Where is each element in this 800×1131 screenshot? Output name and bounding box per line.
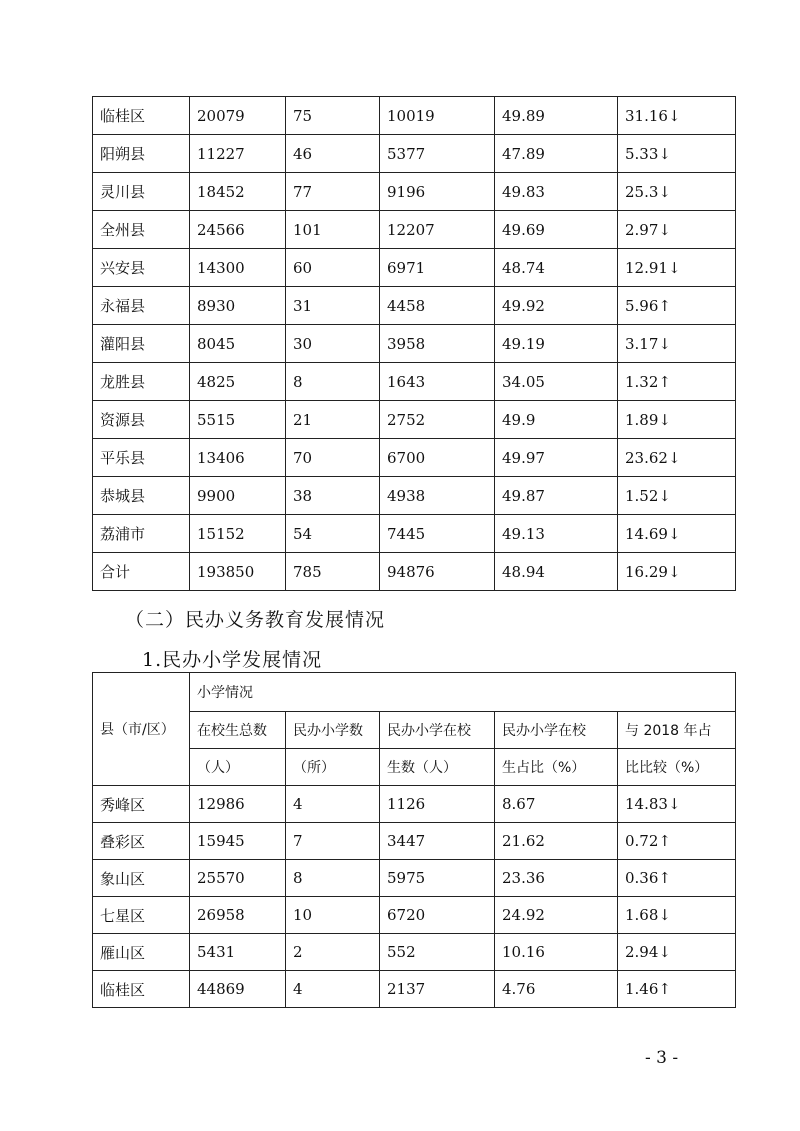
table-cell: 10 [286, 897, 380, 934]
table-cell: 77 [286, 173, 380, 211]
column-header-unit: 比比较（%） [618, 749, 736, 786]
table-cell: 1.52↓ [618, 477, 736, 515]
table-cell: 2.94↓ [618, 934, 736, 971]
county-name-cell: 全州县 [93, 211, 190, 249]
column-header: 在校生总数 [190, 712, 286, 749]
table-cell: 38 [286, 477, 380, 515]
table-row [93, 439, 736, 477]
table-cell: 8045 [190, 325, 286, 363]
table-row [93, 477, 736, 515]
table-cell: 4938 [380, 477, 495, 515]
table-row [93, 786, 736, 823]
table-row [93, 173, 736, 211]
table-cell: 5515 [190, 401, 286, 439]
table-cell: 8 [286, 860, 380, 897]
table-cell: 12986 [190, 786, 286, 823]
table-cell: 25.3↓ [618, 173, 736, 211]
table-cell: 1.89↓ [618, 401, 736, 439]
table-cell: 6720 [380, 897, 495, 934]
table-cell: 4.76 [495, 971, 618, 1008]
table-cell: 6700 [380, 439, 495, 477]
table-cell: 49.83 [495, 173, 618, 211]
table-cell: 14.83↓ [618, 786, 736, 823]
table-cell: 2137 [380, 971, 495, 1008]
table-cell: 18452 [190, 173, 286, 211]
table-cell: 49.87 [495, 477, 618, 515]
table-cell: 49.89 [495, 97, 618, 135]
table-cell: 46 [286, 135, 380, 173]
table-cell: 30 [286, 325, 380, 363]
table-cell: 785 [286, 553, 380, 591]
county-header: 县（市/区） [93, 673, 190, 786]
table-row [93, 363, 736, 401]
table-cell: 23.62↓ [618, 439, 736, 477]
table-cell: 5.33↓ [618, 135, 736, 173]
table-cell: 0.36↑ [618, 860, 736, 897]
county-name-cell: 叠彩区 [93, 823, 190, 860]
column-header: 民办小学在校 [495, 712, 618, 749]
county-name-cell: 永福县 [93, 287, 190, 325]
county-name-cell: 灵川县 [93, 173, 190, 211]
table-cell: 4 [286, 971, 380, 1008]
table-cell: 6971 [380, 249, 495, 287]
table-cell: 5431 [190, 934, 286, 971]
table-row [93, 823, 736, 860]
table-row [93, 325, 736, 363]
column-header-unit: 生占比（%） [495, 749, 618, 786]
table-cell: 47.89 [495, 135, 618, 173]
table-row [93, 401, 736, 439]
table-cell: 10.16 [495, 934, 618, 971]
table-cell: 14.69↓ [618, 515, 736, 553]
column-header: 与 2018 年占 [618, 712, 736, 749]
subsection-heading: 1.民办小学发展情况 [142, 649, 323, 671]
table-cell: 12.91↓ [618, 249, 736, 287]
column-header-unit: 生数（人） [380, 749, 495, 786]
county-name-cell: 龙胜县 [93, 363, 190, 401]
page-number: - 3 - [645, 1048, 679, 1068]
table-cell: 552 [380, 934, 495, 971]
table-cell: 193850 [190, 553, 286, 591]
table-cell: 44869 [190, 971, 286, 1008]
table-cell: 49.19 [495, 325, 618, 363]
table-cell: 1643 [380, 363, 495, 401]
column-header-unit: （人） [190, 749, 286, 786]
county-name-cell: 兴安县 [93, 249, 190, 287]
county-name-cell: 阳朔县 [93, 135, 190, 173]
table-cell: 16.29↓ [618, 553, 736, 591]
table-cell: 8930 [190, 287, 286, 325]
table-cell: 5975 [380, 860, 495, 897]
table-cell: 2752 [380, 401, 495, 439]
table-cell: 15945 [190, 823, 286, 860]
table-cell: 21.62 [495, 823, 618, 860]
private-primary-school-table [92, 672, 736, 1008]
table-cell: 21 [286, 401, 380, 439]
table-cell: 4458 [380, 287, 495, 325]
table-cell: 49.9 [495, 401, 618, 439]
section-heading: （二）民办义务教育发展情况 [125, 609, 386, 631]
table-cell: 10019 [380, 97, 495, 135]
county-name-cell: 平乐县 [93, 439, 190, 477]
table-cell: 5377 [380, 135, 495, 173]
table-cell: 9900 [190, 477, 286, 515]
table-cell: 48.94 [495, 553, 618, 591]
table-row [93, 934, 736, 971]
table-cell: 15152 [190, 515, 286, 553]
table-cell: 7 [286, 823, 380, 860]
county-statistics-table [92, 96, 736, 591]
county-name-cell: 荔浦市 [93, 515, 190, 553]
county-name-cell: 象山区 [93, 860, 190, 897]
table-row [93, 515, 736, 553]
table-row [93, 97, 736, 135]
table-cell: 0.72↑ [618, 823, 736, 860]
table-cell: 4 [286, 786, 380, 823]
table-cell: 60 [286, 249, 380, 287]
table-row [93, 897, 736, 934]
table-cell: 48.74 [495, 249, 618, 287]
table-row [93, 211, 736, 249]
table-row [93, 287, 736, 325]
table-cell: 70 [286, 439, 380, 477]
table-cell: 49.13 [495, 515, 618, 553]
table-cell: 3447 [380, 823, 495, 860]
table-cell: 11227 [190, 135, 286, 173]
table-row [93, 553, 736, 591]
table-cell: 7445 [380, 515, 495, 553]
table-cell: 2 [286, 934, 380, 971]
table-cell: 9196 [380, 173, 495, 211]
table-cell: 26958 [190, 897, 286, 934]
table-cell: 8.67 [495, 786, 618, 823]
county-name-cell: 临桂区 [93, 971, 190, 1008]
table-cell: 3.17↓ [618, 325, 736, 363]
table-cell: 34.05 [495, 363, 618, 401]
table-cell: 31.16↓ [618, 97, 736, 135]
county-name-cell: 合计 [93, 553, 190, 591]
table-cell: 5.96↑ [618, 287, 736, 325]
column-header: 民办小学在校 [380, 712, 495, 749]
table-cell: 1.68↓ [618, 897, 736, 934]
county-name-cell: 雁山区 [93, 934, 190, 971]
table-cell: 14300 [190, 249, 286, 287]
table-cell: 2.97↓ [618, 211, 736, 249]
county-name-cell: 七星区 [93, 897, 190, 934]
table-row [93, 135, 736, 173]
table-cell: 101 [286, 211, 380, 249]
county-name-cell: 资源县 [93, 401, 190, 439]
table-cell: 49.92 [495, 287, 618, 325]
county-name-cell: 恭城县 [93, 477, 190, 515]
table-cell: 23.36 [495, 860, 618, 897]
table-cell: 1126 [380, 786, 495, 823]
table-cell: 20079 [190, 97, 286, 135]
table-cell: 49.69 [495, 211, 618, 249]
column-header: 民办小学数 [286, 712, 380, 749]
table-row [93, 860, 736, 897]
group-header: 小学情况 [190, 673, 736, 712]
table-cell: 1.32↑ [618, 363, 736, 401]
table-cell: 13406 [190, 439, 286, 477]
county-name-cell: 秀峰区 [93, 786, 190, 823]
table-cell: 8 [286, 363, 380, 401]
table-row [93, 971, 736, 1008]
table-cell: 75 [286, 97, 380, 135]
table-cell: 54 [286, 515, 380, 553]
county-name-cell: 灌阳县 [93, 325, 190, 363]
table-cell: 94876 [380, 553, 495, 591]
table-cell: 12207 [380, 211, 495, 249]
table-cell: 1.46↑ [618, 971, 736, 1008]
table-cell: 31 [286, 287, 380, 325]
table-cell: 24.92 [495, 897, 618, 934]
column-header-unit: （所） [286, 749, 380, 786]
table-cell: 49.97 [495, 439, 618, 477]
table-cell: 25570 [190, 860, 286, 897]
table-row [93, 249, 736, 287]
table-cell: 24566 [190, 211, 286, 249]
county-name-cell: 临桂区 [93, 97, 190, 135]
table-cell: 4825 [190, 363, 286, 401]
table-cell: 3958 [380, 325, 495, 363]
